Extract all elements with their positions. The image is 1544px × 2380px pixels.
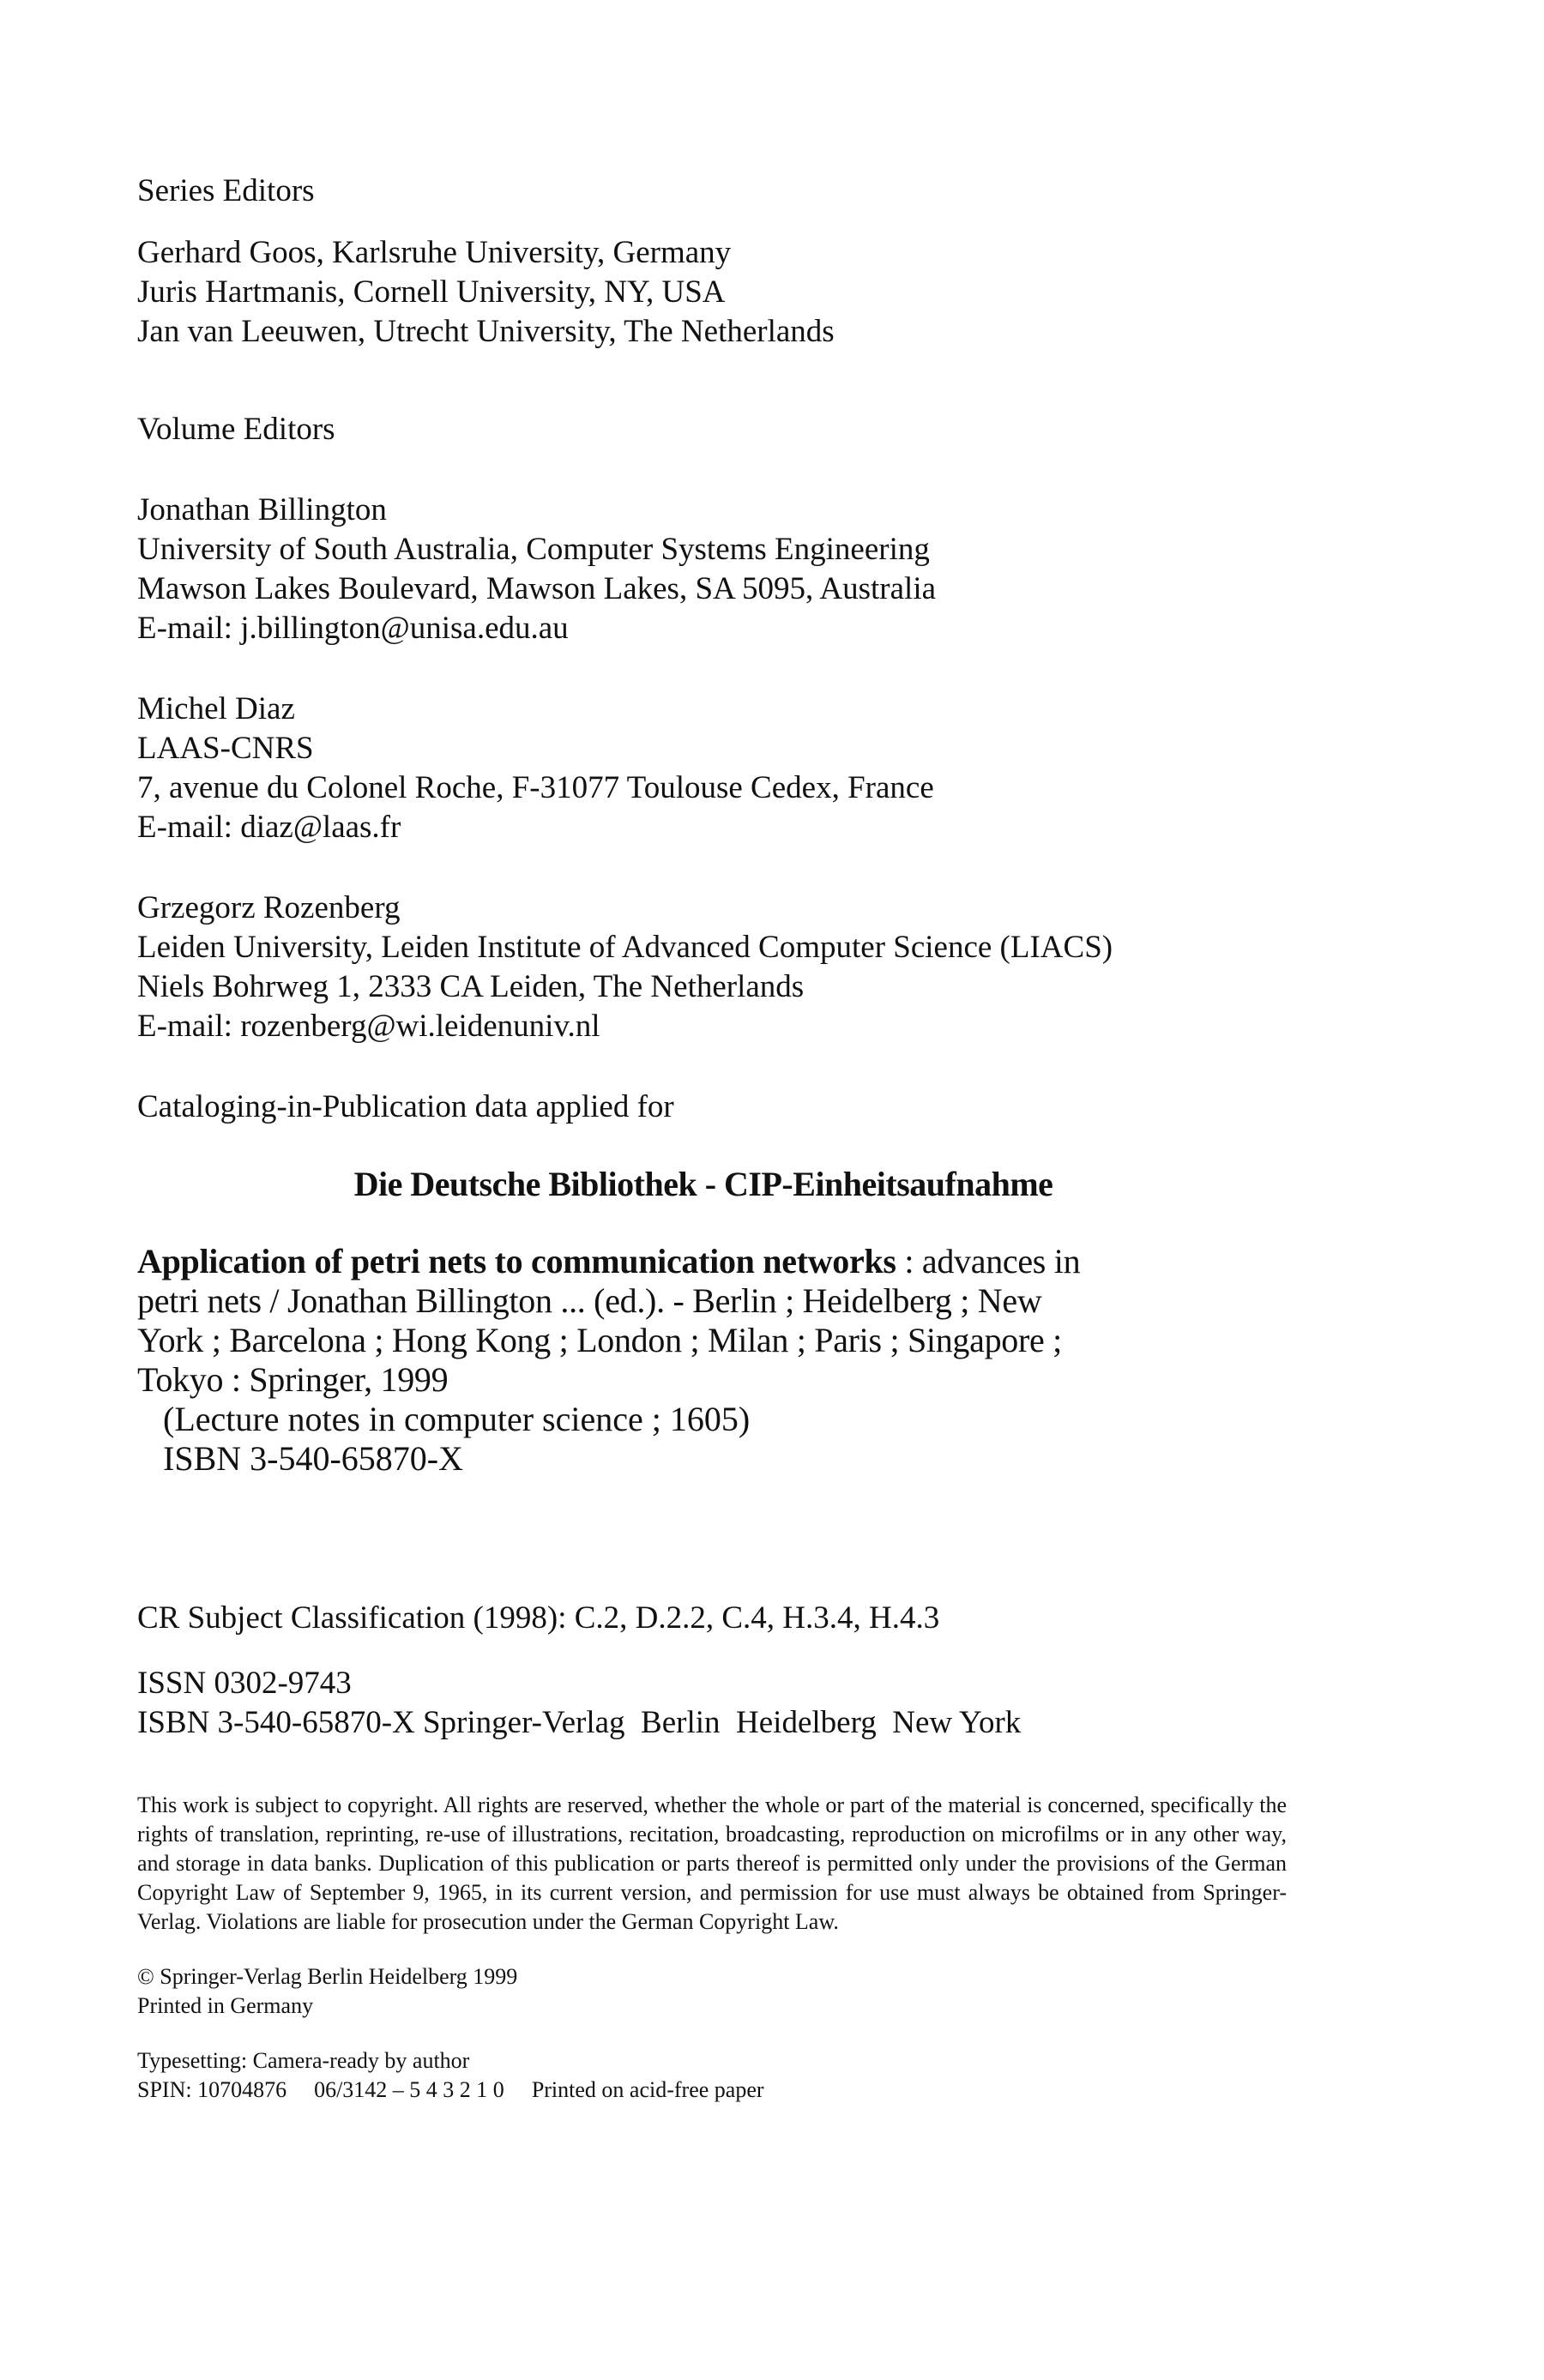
imprint-section [137,1962,1252,2021]
series-editor-line: Gerhard Goos, Karlsruhe University, Germany [137,235,732,270]
editor-address: Mawson Lakes Boulevard, Mawson Lakes, SA 5095, Australia [137,571,937,606]
copyright-page [137,172,1287,2105]
volume-editor-entry [137,690,1252,847]
series-editor-line: Jan van Leeuwen, Utrecht University, The Netherlands [137,314,835,349]
cip-entry-subtitle: : advances in [896,1242,1081,1280]
editor-affiliation: LAAS-CNRS [137,731,314,766]
typesetting-line: Typesetting: Camera-ready by author [137,2048,470,2073]
cip-isbn: ISBN 3-540-65870-X [163,1439,463,1478]
spin-row [137,2076,1252,2105]
editor-affiliation: University of South Australia, Computer Systems Engineering [137,532,930,567]
cip-entry-line: York ; Barcelona ; Hong Kong ; London ; Milan ; Paris ; Singapore ; [137,1321,1062,1359]
classification-section [137,1599,1252,1638]
spin-number: SPIN: 10704876 [137,2077,287,2102]
acid-free-note: Printed on acid-free paper [531,2077,764,2102]
editor-name: Grzegorz Rozenberg [137,890,401,925]
series-editors-heading: Series Editors [137,173,315,208]
print-code: 06/3142 – 5 4 3 2 1 0 [314,2077,504,2102]
editor-address: 7, avenue du Colonel Roche, F-31077 Toulouse Cedex, France [137,770,934,805]
volume-editors-heading: Volume Editors [137,412,335,447]
series-editor-line: Juris Hartmanis, Cornell University, NY, USA [137,274,726,310]
editor-affiliation: Leiden University, Leiden Institute of Advanced Computer Science (LIACS) [137,930,1113,965]
editor-email: E-mail: j.billington@unisa.edu.au [137,611,569,646]
cip-series-note: (Lecture notes in computer science ; 1605) [163,1400,751,1438]
cip-entry-line: Tokyo : Springer, 1999 [137,1360,449,1399]
series-editors-section [137,172,1252,352]
editor-name: Jonathan Billington [137,492,387,527]
issn: ISSN 0302-9743 [137,1666,352,1701]
editor-address: Niels Bohrweg 1, 2333 CA Leiden, The Netherlands [137,969,805,1004]
cip-entry-line: petri nets / Jonathan Billington ... (ed.). - Berlin ; Heidelberg ; New [137,1281,1042,1320]
editor-name: Michel Diaz [137,691,295,726]
volume-editors-section [137,410,1252,1046]
copyright-notice: This work is subject to copyright. All rights are reserved, whether the whole or part of the material is concerned, specifically the rights of translation, reprinting, re-use of illustrations, recitation, broadcasting, reproduction on microfilms or in any other way, and storage in data banks. Duplication of this publication or parts thereof is permitted only under the provisions of the German Copyright Law of September 9, 1965, in its current version, and permission for use must always be obtained from Springer-Verlag. Violations are liable for prosecution under the German Copyright Law. [137,1793,1287,1934]
printed-in-line: Printed in Germany [137,1993,314,2018]
cip-entry [137,1242,1252,1400]
cip-title: Die Deutsche Bibliothek - CIP-Einheitsaufnahme [353,1165,1053,1203]
isbn-publisher: ISBN 3-540-65870-X Springer-Verlag Berlin Heidelberg New York [137,1705,1022,1740]
editor-email: E-mail: diaz@laas.fr [137,810,401,845]
cataloging-applied-text: Cataloging-in-Publication data applied for [137,1089,674,1124]
volume-editor-entry [137,491,1252,648]
cip-entry-title: Application of petri nets to communication networks [137,1242,896,1280]
copyright-line: © Springer-Verlag Berlin Heidelberg 1999 [137,1964,518,1989]
editor-email: E-mail: rozenberg@wi.leidenuniv.nl [137,1009,600,1044]
volume-editor-entry [137,889,1252,1046]
cataloging-section [137,1088,1252,1479]
identifiers-section [137,1664,1252,1743]
cr-classification: CR Subject Classification (1998): C.2, D.2.2, C.4, H.3.4, H.4.3 [137,1600,940,1636]
production-section [137,2046,1252,2105]
